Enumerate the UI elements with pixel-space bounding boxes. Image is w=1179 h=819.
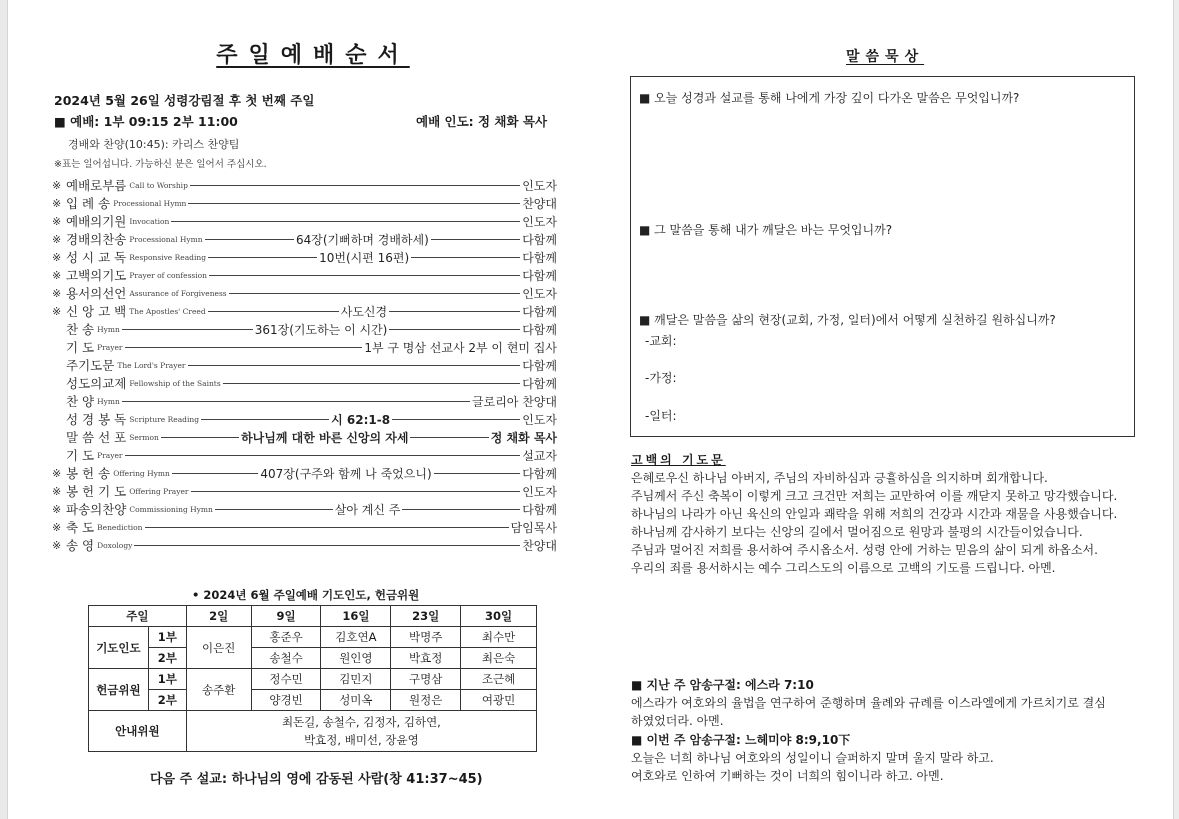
table-row [89,690,537,711]
table-cell: 최은숙 [461,648,537,669]
order-item-ko: 용서의선언 [66,286,127,301]
order-item-ko: 성도의교제 [66,376,127,391]
order-item-en: Benediction [97,522,143,532]
order-item-performer: 찬양대 [522,196,557,211]
table-cell: 구명삼 [391,669,461,690]
table-cell: 정수민 [251,669,321,690]
order-item-performer: 다함께 [522,232,557,247]
order-mark: ※ [52,466,62,480]
offering-label: 헌금위원 [89,669,149,711]
order-row [52,212,557,230]
table-cell: 송철수 [251,648,321,669]
answer-church: -교회: [645,334,677,348]
table-cell: 성미옥 [321,690,391,711]
leader-line [223,383,521,384]
confession-line: 하나님께 감사하기 보다는 신앙의 길에서 멀어짐으로 원망과 불평의 시간들이었습니다. [631,525,1083,539]
order-item-ko: 주기도문 [66,358,115,373]
service-2-label: 2부 [148,690,186,711]
order-item-performer: 다함께 [522,322,557,337]
order-item-en: Invocation [129,216,170,226]
order-item-performer: 설교자 [522,448,557,463]
usher-label: 안내위원 [89,711,187,752]
verse-line: 여호와로 인하여 기뻐하는 것이 너희의 힘이니라 하고. 아멘. [631,769,944,783]
order-item-en: Prayer of confession [129,270,208,280]
order-item-detail: 살아 계신 주 [334,502,401,517]
order-item-ko: 송 영 [66,538,95,553]
order-row [52,518,557,536]
june-schedule-title: • 2024년 6월 주일예배 기도인도, 헌금위원 [192,588,420,602]
table-row [89,711,537,752]
leader-line [215,509,333,510]
order-mark: ※ [52,214,62,228]
leader-line [188,203,520,204]
order-item-performer: 인도자 [522,178,557,193]
leader-line [134,545,520,546]
order-row [52,302,557,320]
order-item-performer: 찬양대 [522,538,557,553]
order-item-detail: 361장(기도하는 이 시간) [254,322,388,337]
order-item-en: Call to Worship [129,180,188,190]
confession-text [631,469,1151,577]
leader-line [122,329,253,330]
table-header: 2일 [186,606,251,627]
order-row [52,410,557,428]
order-item-performer: 다함께 [522,250,558,265]
service-1-label: 1부 [148,627,186,648]
order-row [52,266,557,284]
leader-line [122,401,470,402]
confession-line: 하나님의 나라가 아닌 육신의 안일과 쾌락을 위해 저희의 건강과 시간과 재물을 사용했습니다. [631,507,1118,521]
june-schedule-table [88,605,537,752]
order-row [52,446,557,464]
order-row [52,248,557,266]
order-item-ko: 성 시 교 독 [66,250,127,265]
confession-line: 주님께서 주신 축복이 이렇게 크고 크건만 저희는 교만하여 이를 깨닫지 못하고 망각했습니다. [631,489,1118,503]
table-header: 30일 [461,606,537,627]
order-item-ko: 기 도 [66,340,95,355]
leader-line [205,239,294,240]
order-item-en: Processional Hymn [113,198,187,208]
order-item-ko: 예배로부름 [66,178,127,193]
leader-line [389,329,520,330]
order-item-ko: 신 앙 고 백 [66,304,127,319]
last-week-verse-title: ■ 지난 주 암송구절: 에스라 7:10 [631,678,814,692]
order-item-en: The Apostles' Creed [129,306,206,316]
leader-line [208,311,339,312]
order-item-ko: 축 도 [66,520,95,535]
order-item-ko: 예배의기원 [66,214,127,229]
confession-line: 은혜로우신 하나님 아버지, 주님의 자비하심과 긍휼하심을 의지하며 회개합니다. [631,471,1048,485]
order-mark: ※ [52,484,62,498]
table-header-row [89,606,537,627]
order-item-performer: 다함께 [522,466,557,481]
order-item-performer: 인도자 [522,412,558,427]
prayer-label: 기도인도 [89,627,149,669]
leader-line [410,437,488,438]
leader-line [229,293,521,294]
order-mark: ※ [52,502,62,516]
order-mark: ※ [52,538,62,552]
order-row [52,194,557,212]
question-3: ■ 깨달은 말씀을 삶의 현장(교회, 가정, 일터)에서 어떻게 실천하길 원하십니까? [639,313,1056,327]
order-row [52,356,557,374]
leader-line [402,509,520,510]
leader-line [411,257,520,258]
leader-line [431,239,520,240]
order-item-en: Hymn [97,396,120,406]
order-item-detail: 하나님께 대한 바른 신앙의 자세 [241,430,409,445]
order-item-ko: 경배의찬송 [66,232,127,247]
order-item-performer: 담임목사 [510,520,557,535]
confession-line: 주님과 멀어진 저희를 용서하여 주시옵소서. 성령 안에 거하는 믿음의 삶이 되게 하옵소서. [631,543,1098,557]
order-item-performer: 다함께 [522,376,557,391]
order-mark: ※ [52,286,62,300]
order-row [52,284,557,302]
order-mark: ※ [52,178,62,192]
date-line: 2024년 5월 26일 성령강림절 후 첫 번째 주일 [54,93,315,108]
usher-names-line: 박효정, 배미선, 장윤영 [304,733,419,747]
order-item-en: Doxology [97,540,133,550]
table-row [89,669,537,690]
order-row [52,482,557,500]
answer-work: -일터: [645,409,677,423]
order-item-performer: 1부 구 명삼 선교사 2부 이 현미 집사 [364,340,557,355]
table-cell: 박효정 [391,648,461,669]
question-1: ■ 오늘 성경과 설교를 통해 나에게 가장 깊이 다가온 말씀은 무엇입니까? [639,91,1020,105]
table-cell: 박명주 [391,627,461,648]
order-item-ko: 찬 양 [66,394,95,409]
meditation-box [630,76,1135,437]
answer-home: -가정: [645,371,677,385]
order-row [52,536,557,554]
table-header: 16일 [321,606,391,627]
order-item-en: Scripture Reading [129,414,199,424]
order-of-worship-title: 주일예배순서 [216,43,410,68]
service-1-label: 1부 [148,669,186,690]
order-item-en: The Lord's Prayer [117,360,186,370]
order-item-en: Prayer [97,450,123,460]
leader-line [209,275,520,276]
confession-title: 고백의 기도문 [631,453,726,467]
order-item-en: Fellowship of the Saints [129,378,221,388]
table-cell: 양경빈 [251,690,321,711]
order-row [52,338,557,356]
order-item-performer: 인도자 [522,484,557,499]
order-item-en: Offering Prayer [129,486,189,496]
order-item-ko: 파송의찬양 [66,502,127,517]
order-item-ko: 기 도 [66,448,95,463]
order-item-performer: 인도자 [522,214,557,229]
order-item-detail: 10번(시편 16편) [319,250,410,265]
leader-line [190,185,520,186]
order-row [52,464,557,482]
order-item-detail: 사도신경 [340,304,388,319]
order-item-ko: 말 씀 선 포 [66,430,127,445]
order-item-ko: 고백의기도 [66,268,127,283]
order-row [52,230,557,248]
table-row [89,648,537,669]
order-mark: ※ [52,268,62,282]
order-item-performer: 정 채화 목사 [490,430,558,445]
order-item-en: Offering Hymn [113,468,170,478]
order-item-en: Processional Hymn [129,234,203,244]
order-item-en: Commissioning Hymn [129,504,213,514]
table-cell: 이은진 [186,627,251,669]
meditation-title: 말씀묵상 [846,49,925,65]
question-2: ■ 그 말씀을 통해 내가 깨달은 바는 무엇입니까? [639,223,893,237]
table-row [89,627,537,648]
next-sermon: 다음 주 설교: 하나님의 영에 감동된 사람(창 41:37~45) [150,772,483,787]
order-item-performer: 다함께 [522,268,557,283]
order-list [52,176,557,554]
order-mark: ※ [52,196,62,210]
table-cell: 원인영 [321,648,391,669]
table-cell: 원정은 [391,690,461,711]
leader-line [188,365,521,366]
table-cell: 홍준우 [251,627,321,648]
order-item-performer: 다함께 [522,502,557,517]
leader-line [434,473,521,474]
order-item-performer: 글로리아 찬양대 [472,394,557,409]
leader-line [161,437,239,438]
table-cell: 김민지 [321,669,391,690]
leader-line [125,347,363,348]
leader-line [172,473,259,474]
leader-line [145,527,509,528]
confession-line: 우리의 죄를 용서하시는 예수 그리스도의 이름으로 고백의 기도를 드립니다. 아멘. [631,561,1056,575]
leader-line [389,311,520,312]
leader-line [125,455,521,456]
order-item-ko: 봉 헌 기 도 [66,484,127,499]
page-edge-right [1173,0,1179,819]
order-mark: ※ [52,520,62,534]
service-times: ■ 예배: 1부 09:15 2부 11:00 [54,114,238,129]
standing-note: ※표는 일어섭니다. 가능하신 분은 일어서 주십시오. [54,159,267,170]
order-row [52,320,557,338]
order-item-performer: 다함께 [522,304,557,319]
order-item-ko: 성 경 봉 독 [66,412,127,427]
last-week-verse [631,694,1146,730]
leader-line [392,419,520,420]
order-item-en: Assurance of Forgiveness [129,288,227,298]
order-item-ko: 입 례 송 [66,196,111,211]
order-item-ko: 찬 송 [66,322,95,337]
order-item-en: Hymn [97,324,120,334]
worship-leader: 예배 인도: 정 채화 목사 [416,114,548,129]
table-cell: 여광민 [461,690,537,711]
order-mark: ※ [52,250,62,264]
order-item-en: Sermon [129,432,159,442]
order-item-performer: 인도자 [522,286,557,301]
page-edge-left [0,0,8,819]
usher-names-line: 최돈길, 송철수, 김정자, 김하연, [281,715,441,729]
table-header: 23일 [391,606,461,627]
order-row [52,392,557,410]
this-week-verse [631,749,1146,785]
leader-line [171,221,520,222]
order-mark: ※ [52,232,62,246]
table-cell: 김호연A [321,627,391,648]
order-mark: ※ [52,304,62,318]
leader-line [208,257,317,258]
verse-line: 오늘은 너희 하나님 여호와의 성일이니 슬퍼하지 말며 울지 말라 하고. [631,751,994,765]
order-row [52,374,557,392]
order-item-ko: 봉 헌 송 [66,466,111,481]
verse-line: 에스라가 여호와의 율법을 연구하여 준행하며 율례와 규례를 이스라엘에게 가르치기로 결심 [631,696,1106,710]
order-row [52,176,557,194]
leader-line [201,419,329,420]
this-week-verse-title: ■ 이번 주 암송구절: 느헤미야 8:9,10下 [631,733,851,747]
table-cell: 최수만 [461,627,537,648]
leader-line [191,491,521,492]
table-header: 주일 [89,606,187,627]
order-row [52,500,557,518]
order-item-en: Responsive Reading [129,252,207,262]
service-2-label: 2부 [148,648,186,669]
table-header: 9일 [251,606,321,627]
order-item-detail: 407장(구주와 함께 나 죽었으니) [260,466,432,481]
order-row [52,428,557,446]
table-cell: 송주환 [186,669,251,711]
usher-names [186,711,536,752]
order-item-performer: 다함께 [522,358,557,373]
praise-team-line: 경배와 찬양(10:45): 카리스 찬양팀 [68,138,240,151]
order-item-detail: 64장(기뻐하며 경배하세) [296,232,429,247]
verse-line: 하였었더라. 아멘. [631,714,724,728]
order-item-en: Prayer [97,342,123,352]
table-cell: 조근혜 [461,669,537,690]
order-item-detail: 시 62:1-8 [331,412,391,427]
